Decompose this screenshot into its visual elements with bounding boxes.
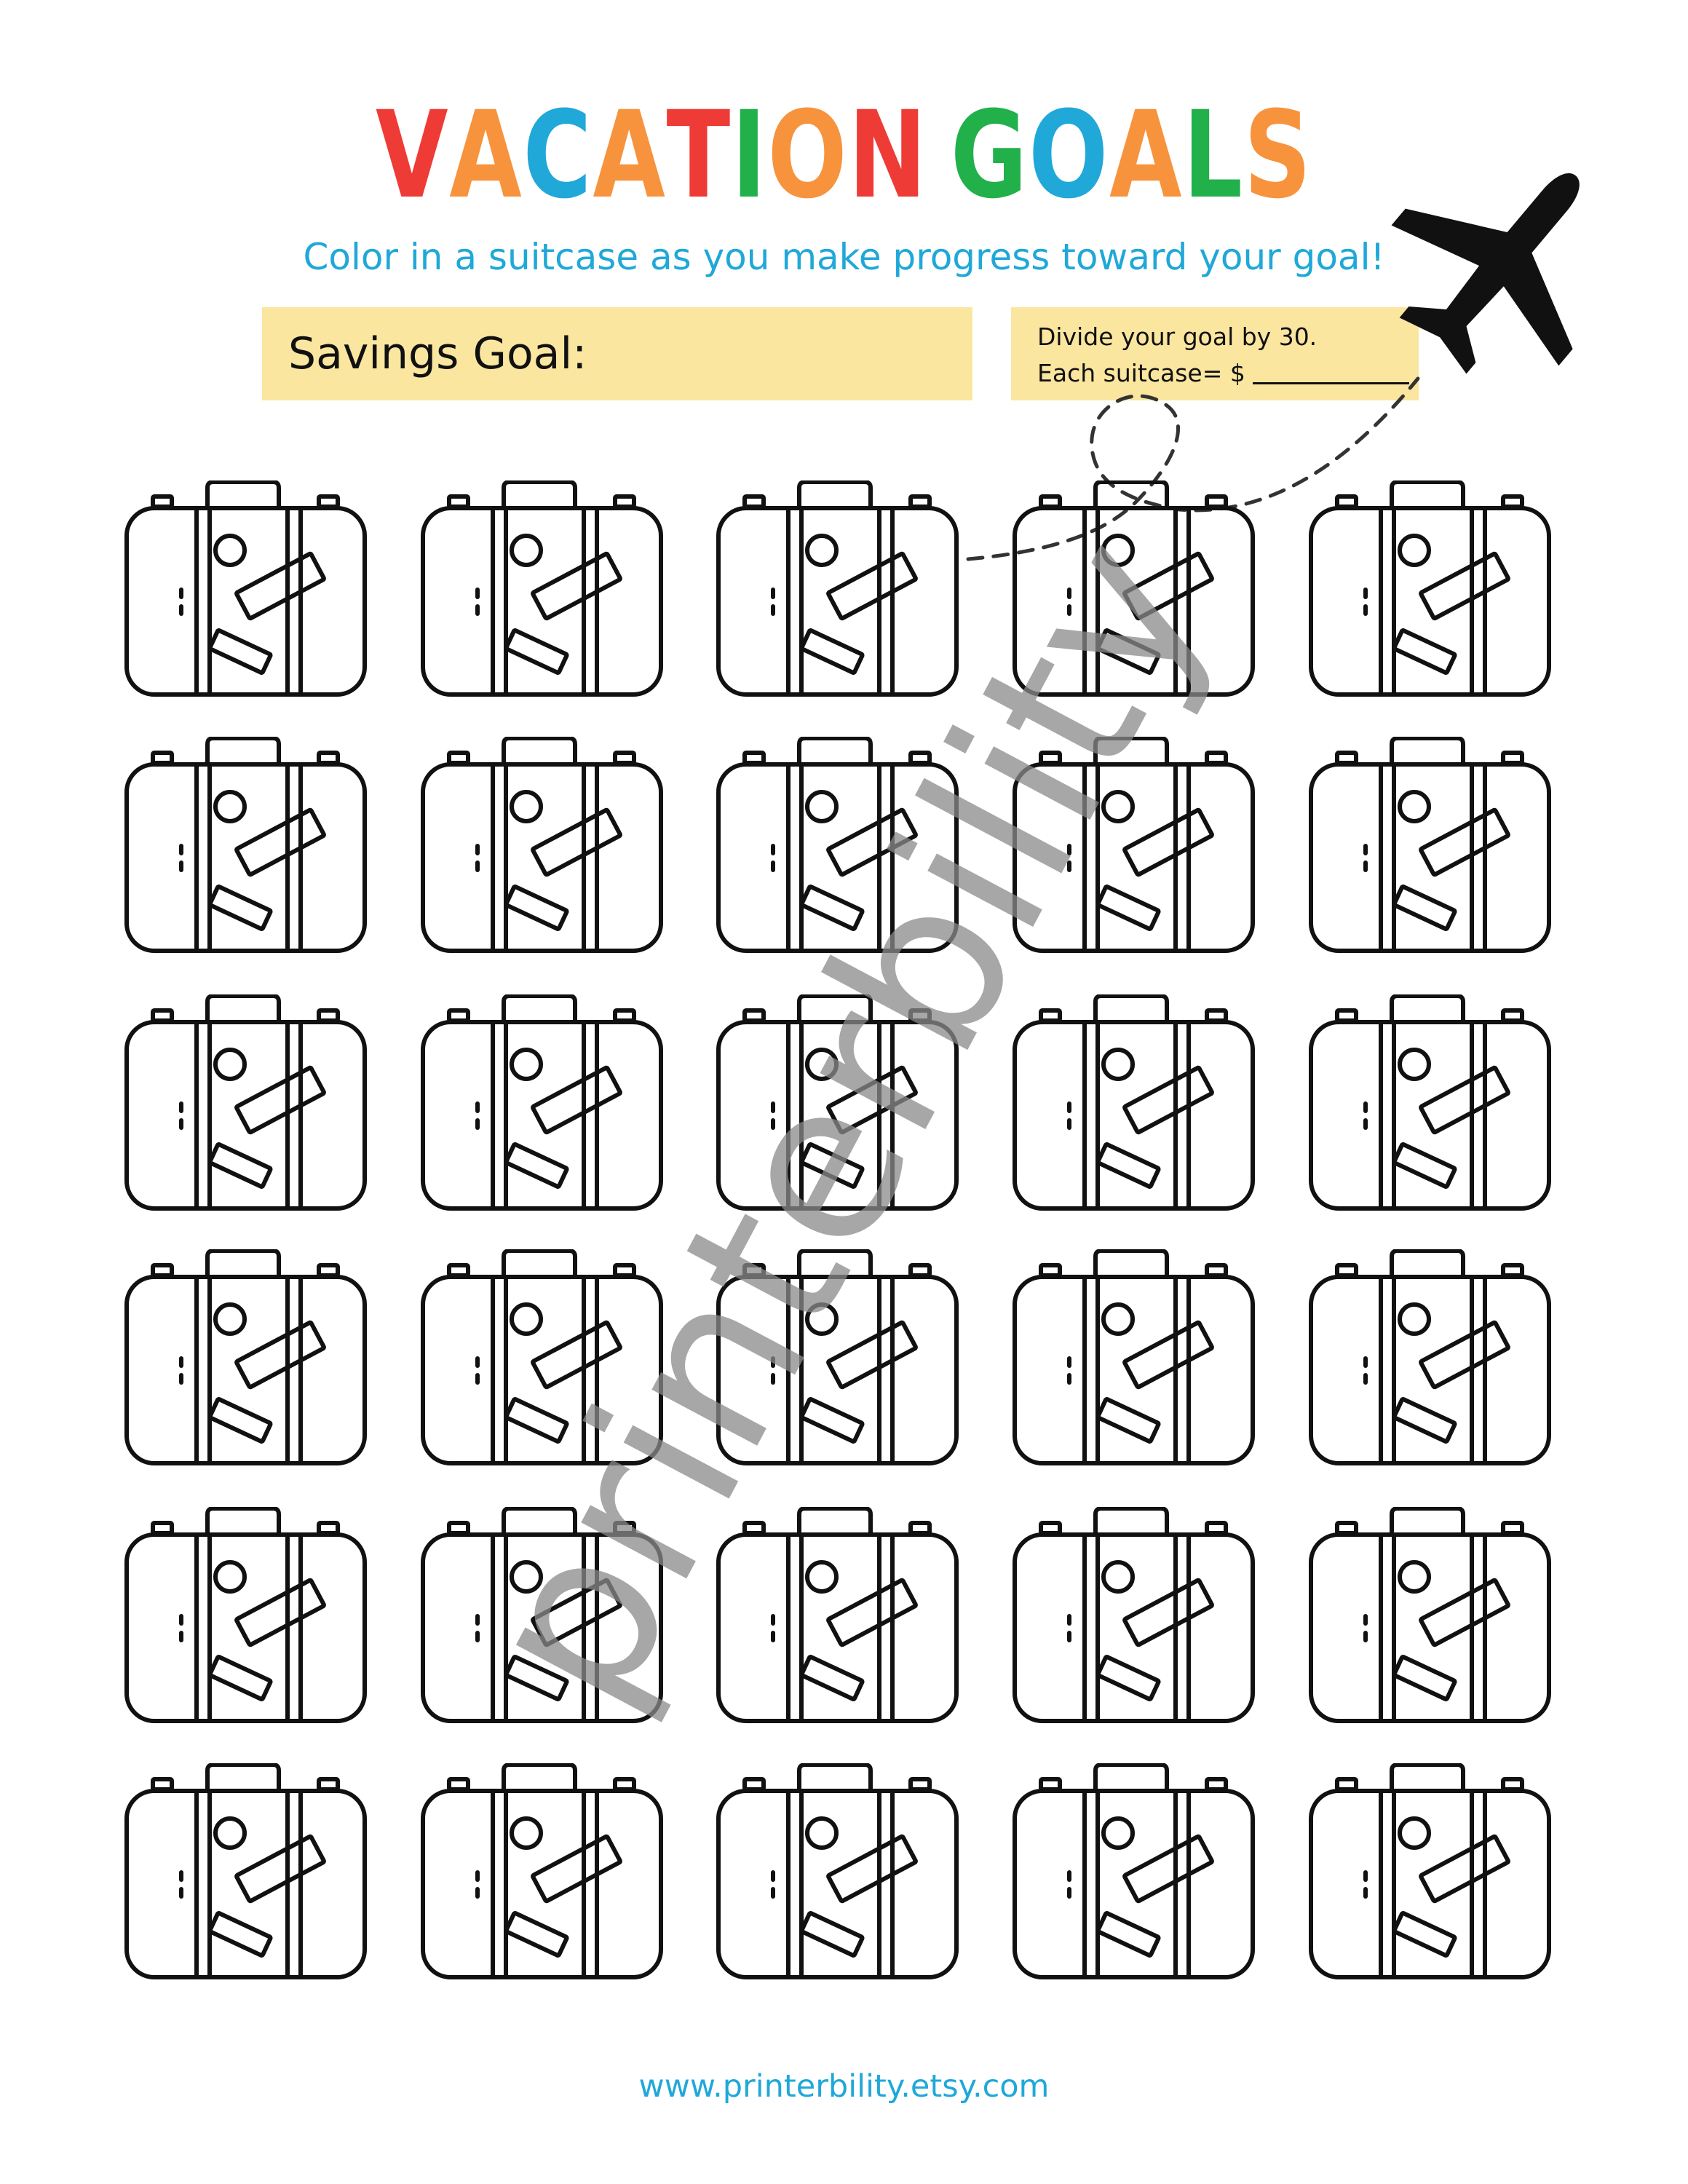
suitcase-icon[interactable]	[1012, 994, 1256, 1213]
suitcase-icon[interactable]	[1308, 480, 1552, 699]
title-letter: S	[1243, 85, 1312, 225]
suitcase-icon[interactable]	[716, 480, 959, 699]
title-letter: N	[848, 85, 928, 225]
suitcase-icon[interactable]	[1012, 1763, 1256, 1982]
title-letter: O	[767, 85, 849, 225]
suitcase-icon[interactable]	[716, 1763, 959, 1982]
title-letter: C	[523, 85, 593, 225]
title-letter: A	[449, 85, 523, 225]
suitcase-icon[interactable]	[1308, 1763, 1552, 1982]
title-letter: L	[1183, 85, 1244, 225]
suitcase-icon[interactable]	[1012, 737, 1256, 955]
suitcase-icon[interactable]	[1308, 1507, 1552, 1725]
suitcase-icon[interactable]	[420, 994, 664, 1213]
suitcase-icon[interactable]	[1012, 480, 1256, 699]
suitcase-icon[interactable]	[420, 1249, 664, 1468]
title-letter: G	[950, 85, 1029, 225]
savings-goal-label: Savings Goal:	[288, 328, 587, 379]
title-letter: A	[1109, 85, 1184, 225]
suitcase-icon[interactable]	[420, 737, 664, 955]
watermark: printerbility	[433, 499, 1256, 1743]
title-letter: V	[376, 85, 450, 225]
suitcase-icon[interactable]	[1012, 1249, 1256, 1468]
suitcase-icon[interactable]	[124, 1507, 368, 1725]
suitcase-icon[interactable]	[420, 1507, 664, 1725]
suitcase-icon[interactable]	[124, 994, 368, 1213]
suitcase-icon[interactable]	[1308, 1249, 1552, 1468]
suitcase-icon[interactable]	[716, 737, 959, 955]
title-letter: O	[1029, 85, 1109, 225]
suitcase-icon[interactable]	[1308, 994, 1552, 1213]
title-letter: A	[593, 85, 667, 225]
subtitle: Color in a suitcase as you make progress toward your goal!	[303, 236, 1385, 278]
suitcase-icon[interactable]	[716, 1249, 959, 1468]
suitcase-icon[interactable]	[1308, 737, 1552, 955]
each-suitcase-label: Each suitcase= $	[1037, 359, 1245, 387]
suitcase-icon[interactable]	[124, 1763, 368, 1982]
title-letter: I	[731, 85, 768, 225]
divide-line-1: Divide your goal by 30.	[1037, 323, 1317, 351]
suitcase-icon[interactable]	[1012, 1507, 1256, 1725]
suitcase-icon[interactable]	[716, 1507, 959, 1725]
suitcase-icon[interactable]	[124, 480, 368, 699]
footer-url[interactable]: www.printerbility.etsy.com	[638, 2068, 1050, 2105]
airplane-icon	[1383, 142, 1623, 382]
suitcase-grid	[124, 480, 1580, 2009]
suitcase-icon[interactable]	[420, 480, 664, 699]
suitcase-icon[interactable]	[716, 994, 959, 1213]
suitcase-icon[interactable]	[124, 1249, 368, 1468]
title-letter: T	[666, 85, 732, 225]
suitcase-icon[interactable]	[420, 1763, 664, 1982]
suitcase-icon[interactable]	[124, 737, 368, 955]
